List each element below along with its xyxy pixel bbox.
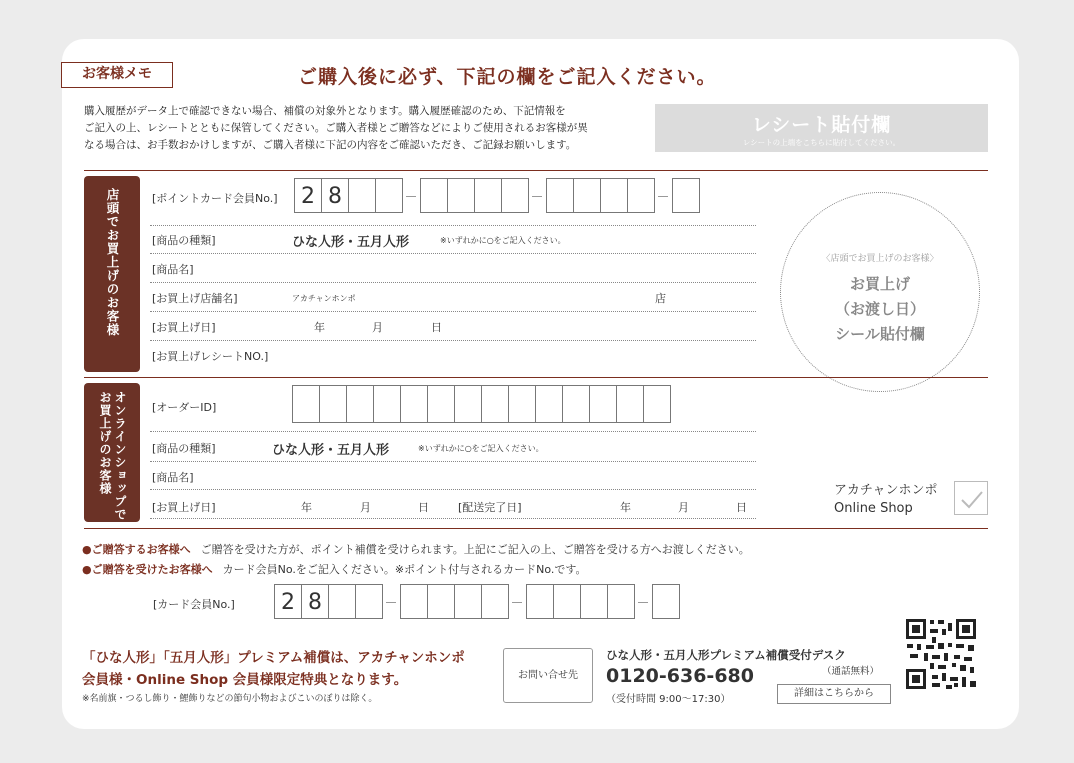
- year-unit: 年: [620, 501, 631, 514]
- online-product-type-value[interactable]: ひな人形・五月人形: [272, 443, 390, 458]
- divider: [84, 377, 988, 378]
- separator-dash: [658, 196, 668, 197]
- digit-box[interactable]: [346, 385, 374, 423]
- separator-dash: [638, 602, 648, 603]
- digit-box[interactable]: [627, 178, 655, 213]
- card-member-label: [カード会員No.]: [153, 598, 235, 611]
- digit-box[interactable]: [616, 385, 644, 423]
- shop-suffix: 店: [655, 292, 666, 305]
- row-divider: [150, 431, 756, 432]
- digit-box[interactable]: [373, 385, 401, 423]
- order-id-label: [オーダーID]: [152, 401, 217, 414]
- month-unit: 月: [372, 321, 383, 334]
- detail-button[interactable]: [777, 684, 891, 704]
- phone-number[interactable]: 0120-636-680: [606, 665, 754, 687]
- digit-box[interactable]: [427, 385, 455, 423]
- qr-graphic: [904, 617, 978, 691]
- intro-line: ご記入の上、レシートとともに保管してください。ご購入者様とご贈答などによりご使用されるお客様が異: [84, 122, 588, 134]
- footer-note: ※名前旗・つるし飾り・鯉飾りなどの節句小物およびこいのぼりは除く。: [82, 694, 378, 704]
- intro-line: 購入履歴がデータ上で確認できない場合、補償の対象外となります。購入履歴確認のため、下記情報を: [84, 105, 566, 117]
- digit-box[interactable]: [600, 178, 628, 213]
- row-divider: [150, 225, 756, 226]
- digit-box[interactable]: [573, 178, 601, 213]
- digit-box[interactable]: [643, 385, 671, 423]
- shop-name-label: [お買上げ店舗名]: [152, 292, 238, 305]
- digit-box[interactable]: [501, 178, 529, 213]
- online-product-name-label: [商品名]: [152, 471, 194, 484]
- row-divider: [150, 340, 756, 341]
- digit-box[interactable]: [427, 584, 455, 619]
- month-unit: 月: [360, 501, 371, 514]
- digit-box[interactable]: [400, 584, 428, 619]
- sticker-line: シール貼付欄: [835, 325, 925, 343]
- digit-box[interactable]: [420, 178, 448, 213]
- memo-label: お客様メモ: [61, 62, 173, 88]
- receipt-paste-area[interactable]: [655, 104, 988, 152]
- digit-box[interactable]: [375, 178, 403, 213]
- check-icon: [955, 482, 989, 516]
- product-name-label: [商品名]: [152, 263, 194, 276]
- sticker-line: お買上げ: [849, 275, 910, 293]
- digit-box[interactable]: [474, 178, 502, 213]
- digit-box[interactable]: [672, 178, 700, 213]
- digit-box[interactable]: [355, 584, 383, 619]
- intro-line: なる場合は、お手数おかけしますが、ご購入者様に下記の内容をご確認いただき、ご記録お願いします。: [84, 139, 577, 151]
- digit-box[interactable]: [589, 385, 617, 423]
- qr-code-icon[interactable]: [904, 617, 978, 691]
- product-type-value[interactable]: ひな人形・五月人形: [292, 235, 410, 250]
- receipt-note: レシートの上端をこちらに貼付してください。: [742, 138, 901, 147]
- gift-receiver-note: [82, 561, 586, 577]
- digit-box[interactable]: [319, 385, 347, 423]
- digit-box[interactable]: [652, 584, 680, 619]
- gift-giver-note: [82, 541, 750, 557]
- digit-box[interactable]: 2: [274, 584, 302, 619]
- year-unit: 年: [301, 501, 312, 514]
- year-unit: 年: [314, 321, 325, 334]
- desk-name: ひな人形・五月人形プレミアム補償受付デスク: [606, 648, 846, 662]
- hours: （受付時間 9:00〜17:30）: [606, 694, 731, 705]
- online-tab-label: オンラインショップでお買上げのお客様: [98, 391, 127, 521]
- store-section-tab: [84, 176, 140, 372]
- digit-box[interactable]: [508, 385, 536, 423]
- separator-dash: [406, 196, 416, 197]
- online-purchase-date-label: [お買上げ日]: [152, 501, 216, 514]
- product-type-note: ※いずれかに○をご記入ください。: [440, 236, 566, 245]
- sticker-line: （お渡し日）: [834, 300, 925, 318]
- gift-giver-title: ●ご贈答するお客様へ: [82, 543, 191, 556]
- digit-box[interactable]: 2: [294, 178, 322, 213]
- footer-message: [82, 647, 465, 691]
- divider: [84, 528, 988, 529]
- digit-box[interactable]: [481, 385, 509, 423]
- month-unit: 月: [678, 501, 689, 514]
- online-checkbox[interactable]: [954, 481, 988, 515]
- row-divider: [150, 489, 756, 490]
- footer-line: 「ひな人形」「五月人形」プレミアム補償は、アカチャンホンポ: [82, 650, 465, 666]
- intro-text: [84, 103, 654, 154]
- digit-box[interactable]: [546, 178, 574, 213]
- separator-dash: [532, 196, 542, 197]
- day-unit: 日: [736, 501, 747, 514]
- digit-box[interactable]: [526, 584, 554, 619]
- gift-receiver-text: カード会員No.をご記入ください。※ポイント付与されるカードNo.です。: [222, 563, 587, 576]
- sticker-caption: 〈店頭でお買上げのお客様〉: [821, 254, 939, 264]
- contact-label: お問い合せ先: [503, 648, 593, 703]
- online-product-type-label: [商品の種類]: [152, 442, 216, 455]
- receipt-title: レシート貼付欄: [751, 114, 892, 136]
- digit-box[interactable]: [580, 584, 608, 619]
- gift-receiver-title: ●ご贈答を受けたお客様へ: [82, 563, 213, 576]
- toll-free: （通話無料）: [822, 666, 880, 677]
- row-divider: [150, 311, 756, 312]
- row-divider: [150, 253, 756, 254]
- digit-box[interactable]: [400, 385, 428, 423]
- gift-giver-text: ご贈答を受けた方が、ポイント補償を受けられます。上記にご記入の上、ご贈答を受ける方へお渡しください。: [200, 543, 750, 556]
- row-divider: [150, 518, 756, 519]
- product-type-label: [商品の種類]: [152, 234, 216, 247]
- online-shop-sub: Online Shop: [834, 501, 913, 516]
- sticker-paste-area[interactable]: [780, 192, 980, 392]
- separator-dash: [386, 602, 396, 603]
- store-tab-label: 店頭でお買上げのお客様: [105, 188, 120, 337]
- digit-box[interactable]: 8: [301, 584, 329, 619]
- delivery-date-label: [配送完了日]: [458, 501, 522, 514]
- online-shop-label: [834, 482, 937, 518]
- digit-box[interactable]: [454, 584, 482, 619]
- online-shop-name: アカチャンホンポ: [834, 483, 938, 498]
- digit-box[interactable]: [328, 584, 356, 619]
- row-divider: [150, 282, 756, 283]
- footer-line: 会員様・Online Shop 会員様限定特典となります。: [82, 672, 408, 688]
- receipt-no-label: [お買上げレシートNO.]: [152, 350, 269, 363]
- digit-box[interactable]: [447, 178, 475, 213]
- day-unit: 日: [431, 321, 442, 334]
- row-divider: [150, 461, 756, 462]
- digit-box[interactable]: [454, 385, 482, 423]
- page-title: ご購入後に必ず、下記の欄をご記入ください。: [298, 66, 717, 88]
- divider: [84, 170, 988, 171]
- point-card-label: [ポイントカード会員No.]: [152, 192, 278, 205]
- digit-box[interactable]: [562, 385, 590, 423]
- shop-name-value: アカチャンホンポ: [292, 294, 356, 303]
- digit-box[interactable]: [553, 584, 581, 619]
- online-section-tab: [84, 383, 140, 522]
- digit-box[interactable]: [348, 178, 376, 213]
- digit-box[interactable]: 8: [321, 178, 349, 213]
- day-unit: 日: [418, 501, 429, 514]
- digit-box[interactable]: [292, 385, 320, 423]
- digit-box[interactable]: [607, 584, 635, 619]
- detail-button-label: 詳細はこちらから: [794, 688, 874, 699]
- digit-box[interactable]: [481, 584, 509, 619]
- purchase-date-label: [お買上げ日]: [152, 321, 216, 334]
- digit-box[interactable]: [535, 385, 563, 423]
- separator-dash: [512, 602, 522, 603]
- online-product-type-note: ※いずれかに○をご記入ください。: [418, 444, 544, 453]
